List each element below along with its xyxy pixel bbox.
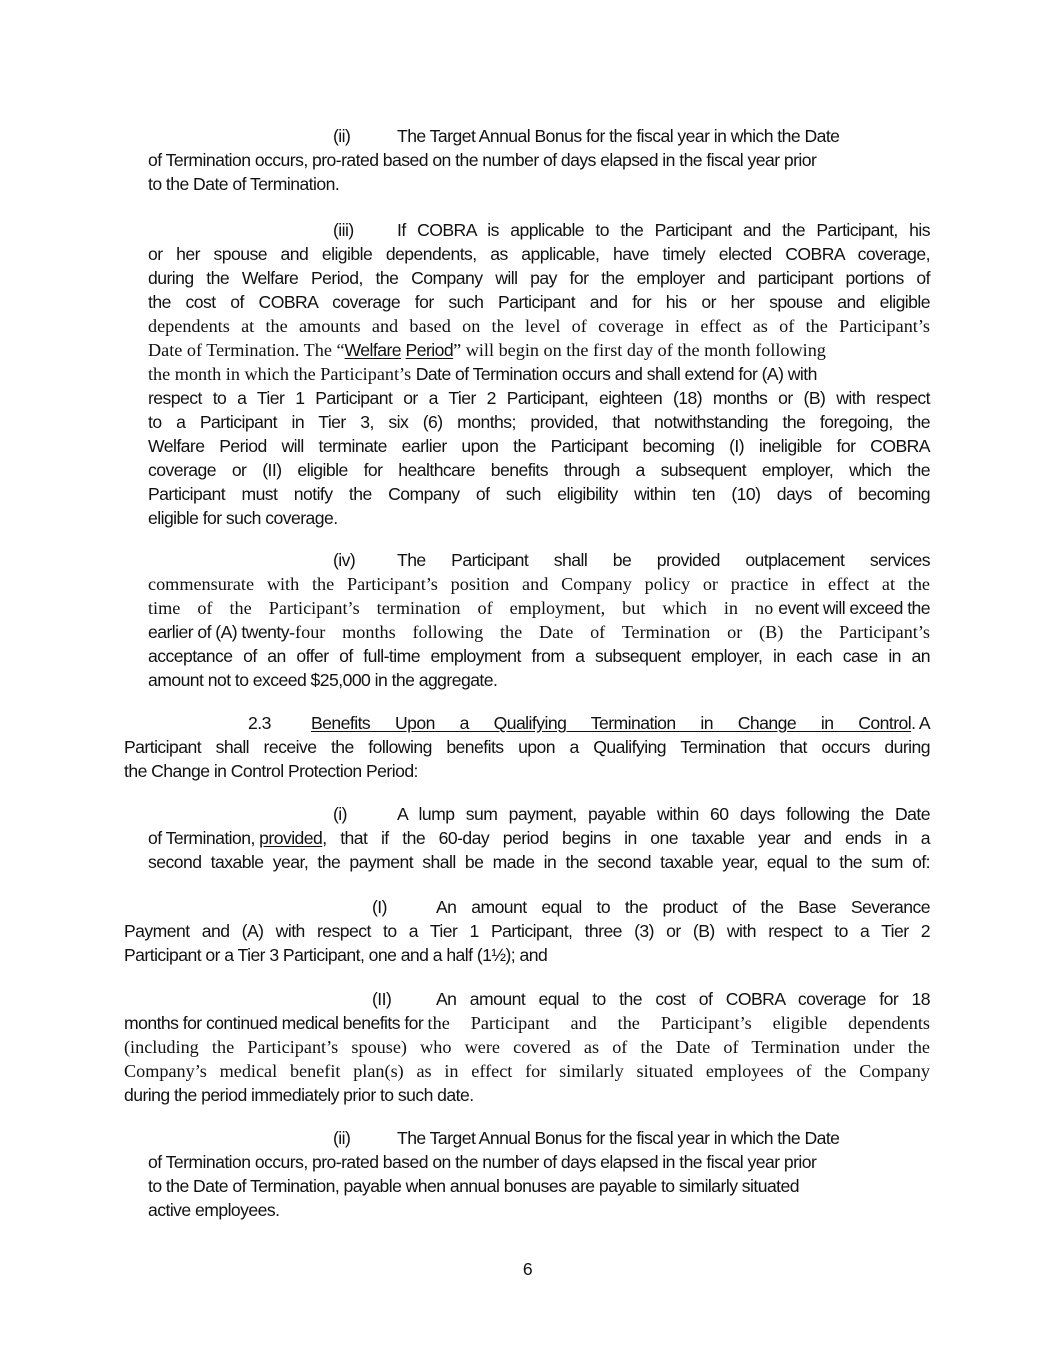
- subclause-text-line: An amount equal to the cost of COBRA coverage for 18: [436, 989, 930, 1009]
- clause-text-line: or her spouse and eligible dependents, as applicable, have timely elected COBRA coverage,: [148, 244, 930, 264]
- clause-marker: (ii): [333, 126, 351, 146]
- clause-text-line: during the Welfare Period, the Company will pay for the employer and participant portions of: [148, 268, 930, 288]
- clause-text-line: The Participant shall be provided outplacement services: [397, 550, 930, 570]
- text-run: Date of Termination occurs and shall extend for (A) with: [415, 364, 817, 384]
- defined-term-provided: provided: [259, 828, 323, 848]
- clause-text-line: eligible for such coverage.: [148, 508, 338, 528]
- clause-text-line: The Target Annual Bonus for the fiscal year in which the Date: [397, 1128, 840, 1148]
- text-run: the month in which the Participant’s: [148, 364, 416, 384]
- defined-term-welfare: Welfare: [344, 340, 401, 360]
- text-run: , that if the 60-day period begins in one taxable year and ends in a: [322, 828, 930, 848]
- subclause-text-line: Participant or a Tier 3 Participant, one and a half (1½); and: [124, 945, 548, 965]
- subclause-marker: (II): [372, 989, 392, 1009]
- text-run: the Participant and the Participant’s eligible dependents: [427, 1013, 930, 1033]
- clause-text-line: Welfare Period will terminate earlier upon the Participant becoming (I) ineligible for COBRA: [148, 436, 930, 456]
- subclause-text-line: An amount equal to the product of the Base Severance: [436, 897, 930, 917]
- clause-marker: (iv): [333, 550, 356, 570]
- clause-text-line: The Target Annual Bonus for the fiscal year in which the Date: [397, 126, 840, 146]
- defined-term-period: Period: [405, 340, 454, 360]
- clause-text-line: amount not to exceed $25,000 in the aggregate.: [148, 670, 498, 690]
- section-text-line: Participant shall receive the following benefits upon a Qualifying Termination that occurs during: [124, 737, 930, 757]
- clause-text-line: If COBRA is applicable to the Participant and the Participant, his: [397, 220, 930, 240]
- clause-text-line: [148, 826, 930, 850]
- section-number: 2.3: [248, 713, 271, 733]
- section-heading-line: [311, 711, 930, 735]
- text-run: -four months following the Date of Termination or (B) the Participant’s: [288, 622, 930, 642]
- clause-text-line: to the Date of Termination.: [148, 174, 340, 194]
- clause-text-line: the cost of COBRA coverage for such Participant and for his or her spouse and eligible: [148, 292, 930, 312]
- text-run: Date of Termination. The “: [148, 340, 345, 360]
- text-run: event will exceed the: [778, 598, 930, 618]
- clause-marker: (ii): [333, 1128, 351, 1148]
- clause-text-line: acceptance of an offer of full-time employment from a subsequent employer, in each case in an: [148, 646, 930, 666]
- text-run: ” will begin on the first day of the month following: [453, 340, 826, 360]
- clause-text-line: second taxable year, the payment shall be made in the second taxable year, equal to the sum of:: [148, 852, 930, 872]
- clause-text-line: coverage or (II) eligible for healthcare benefits through a subsequent employer, which the: [148, 460, 930, 480]
- clause-text-line: [148, 620, 930, 644]
- clause-marker: (i): [333, 804, 347, 824]
- text-run: of Termination,: [148, 828, 260, 848]
- clause-text-line: [148, 596, 930, 620]
- subclause-text-line: during the period immediately prior to such date.: [124, 1085, 474, 1105]
- clause-text-line: active employees.: [148, 1200, 280, 1220]
- text-run: months for continued medical benefits for: [124, 1013, 428, 1033]
- clause-text-line: of Termination occurs, pro-rated based on the number of days elapsed in the fiscal year prior: [148, 1152, 817, 1172]
- section-heading: Benefits Upon a Qualifying Termination in Change in Control: [311, 713, 912, 733]
- section-text-line: the Change in Control Protection Period:: [124, 761, 418, 781]
- clause-text-line: commensurate with the Participant’s position and Company policy or practice in effect at the: [148, 574, 930, 594]
- text-run: . A: [911, 713, 930, 733]
- clause-text-line: Participant must notify the Company of such eligibility within ten (10) days of becoming: [148, 484, 930, 504]
- clause-text-line: [148, 362, 817, 386]
- subclause-text-line: (including the Participant’s spouse) who were covered as of the Date of Termination under the: [124, 1037, 930, 1057]
- clause-text-line: to the Date of Termination, payable when annual bonuses are payable to similarly situated: [148, 1176, 799, 1196]
- text-run: time of the Participant’s termination of employment, but which in no: [148, 598, 774, 618]
- clause-text-line: dependents at the amounts and based on the level of coverage in effect as of the Participant’s: [148, 316, 930, 336]
- clause-text-line: of Termination occurs, pro-rated based on the number of days elapsed in the fiscal year prior: [148, 150, 817, 170]
- subclause-text-line: Company’s medical benefit plan(s) as in effect for similarly situated employees of the Company: [124, 1061, 930, 1081]
- page-number: 6: [522, 1259, 533, 1279]
- text-run: earlier of (A) twenty: [148, 622, 289, 642]
- clause-text-line: A lump sum payment, payable within 60 days following the Date: [397, 804, 930, 824]
- subclause-text-line: [124, 1011, 930, 1035]
- clause-text-line: respect to a Tier 1 Participant or a Tier 2 Participant, eighteen (18) months or (B) with respect: [148, 388, 930, 408]
- subclause-marker: (I): [372, 897, 387, 917]
- clause-marker: (iii): [333, 220, 354, 240]
- clause-text-line: [148, 338, 826, 362]
- clause-text-line: to a Participant in Tier 3, six (6) months; provided, that notwithstanding the foregoing, the: [148, 412, 930, 432]
- subclause-text-line: Payment and (A) with respect to a Tier 1 Participant, three (3) or (B) with respect to a Tier 2: [124, 921, 930, 941]
